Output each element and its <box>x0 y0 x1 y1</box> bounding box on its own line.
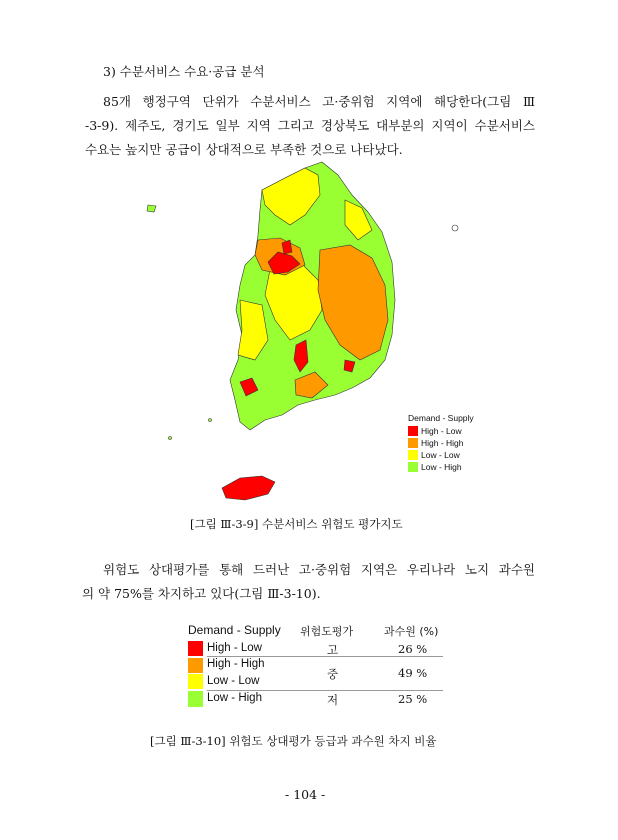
jeju-island <box>222 476 275 500</box>
row-category: Low - High <box>207 692 262 704</box>
legend-title: Demand - Supply <box>408 413 474 423</box>
figure-2-caption: [그림 Ⅲ-3-10] 위험도 상대평가 등급과 과수원 차지 비율 <box>150 734 437 748</box>
legend-swatch <box>408 426 418 436</box>
page-number: - 104 - <box>285 787 326 802</box>
legend-item <box>408 425 474 437</box>
legend-item <box>408 449 474 461</box>
text-line: 수요는 높지만 공급이 상대적으로 부족한 것으로 나타났다. <box>85 142 403 157</box>
legend-swatch <box>408 450 418 460</box>
row-grade: 고 <box>327 643 339 657</box>
legend-label: Low - High <box>421 462 462 472</box>
legend-swatch <box>408 462 418 472</box>
islet <box>147 205 156 212</box>
text-line: 의 약 75%를 차지하고 있다(그림 Ⅲ-3-10). <box>82 586 321 601</box>
paragraph-2 <box>82 558 535 606</box>
row-percent: 25 % <box>398 692 428 706</box>
legend-swatch <box>408 438 418 448</box>
section-heading: 3) 수분서비스 수요·공급 분석 <box>103 64 265 79</box>
legend-label: High - High <box>421 438 464 448</box>
map-legend <box>408 413 474 473</box>
text-line: -3-9). 제주도, 경기도 일부 지역 그리고 경상북도 대부분의 지역이 수분서비스 <box>85 118 535 133</box>
legend-item <box>408 437 474 449</box>
legend-label: High - Low <box>421 426 462 436</box>
text-line: 85개 행정구역 단위가 수분서비스 고·중위험 지역에 해당한다(그림 Ⅲ <box>103 94 535 109</box>
header-risk-grade: 위험도평가 <box>300 625 354 638</box>
row-percent: 26 % <box>398 642 428 656</box>
row-category: High - Low <box>207 642 262 654</box>
row-percent: 49 % <box>398 666 428 680</box>
row-grade: 중 <box>327 667 339 681</box>
legend-item <box>408 461 474 473</box>
text-line: 위험도 상대평가를 통해 드러난 고·중위험 지역은 우리나라 노지 과수원 <box>103 562 535 577</box>
row-category: High - High <box>207 658 265 670</box>
row-category: Low - Low <box>207 675 260 687</box>
risk-orchard-table <box>188 623 448 709</box>
row-grade: 저 <box>327 693 339 707</box>
legend-label: Low - Low <box>421 450 460 460</box>
header-orchard-percent: 과수원 (%) <box>384 625 439 638</box>
header-demand-supply: Demand - Supply <box>188 623 281 637</box>
figure-1-caption: [그림 Ⅲ-3-9] 수분서비스 위험도 평가지도 <box>190 517 403 531</box>
